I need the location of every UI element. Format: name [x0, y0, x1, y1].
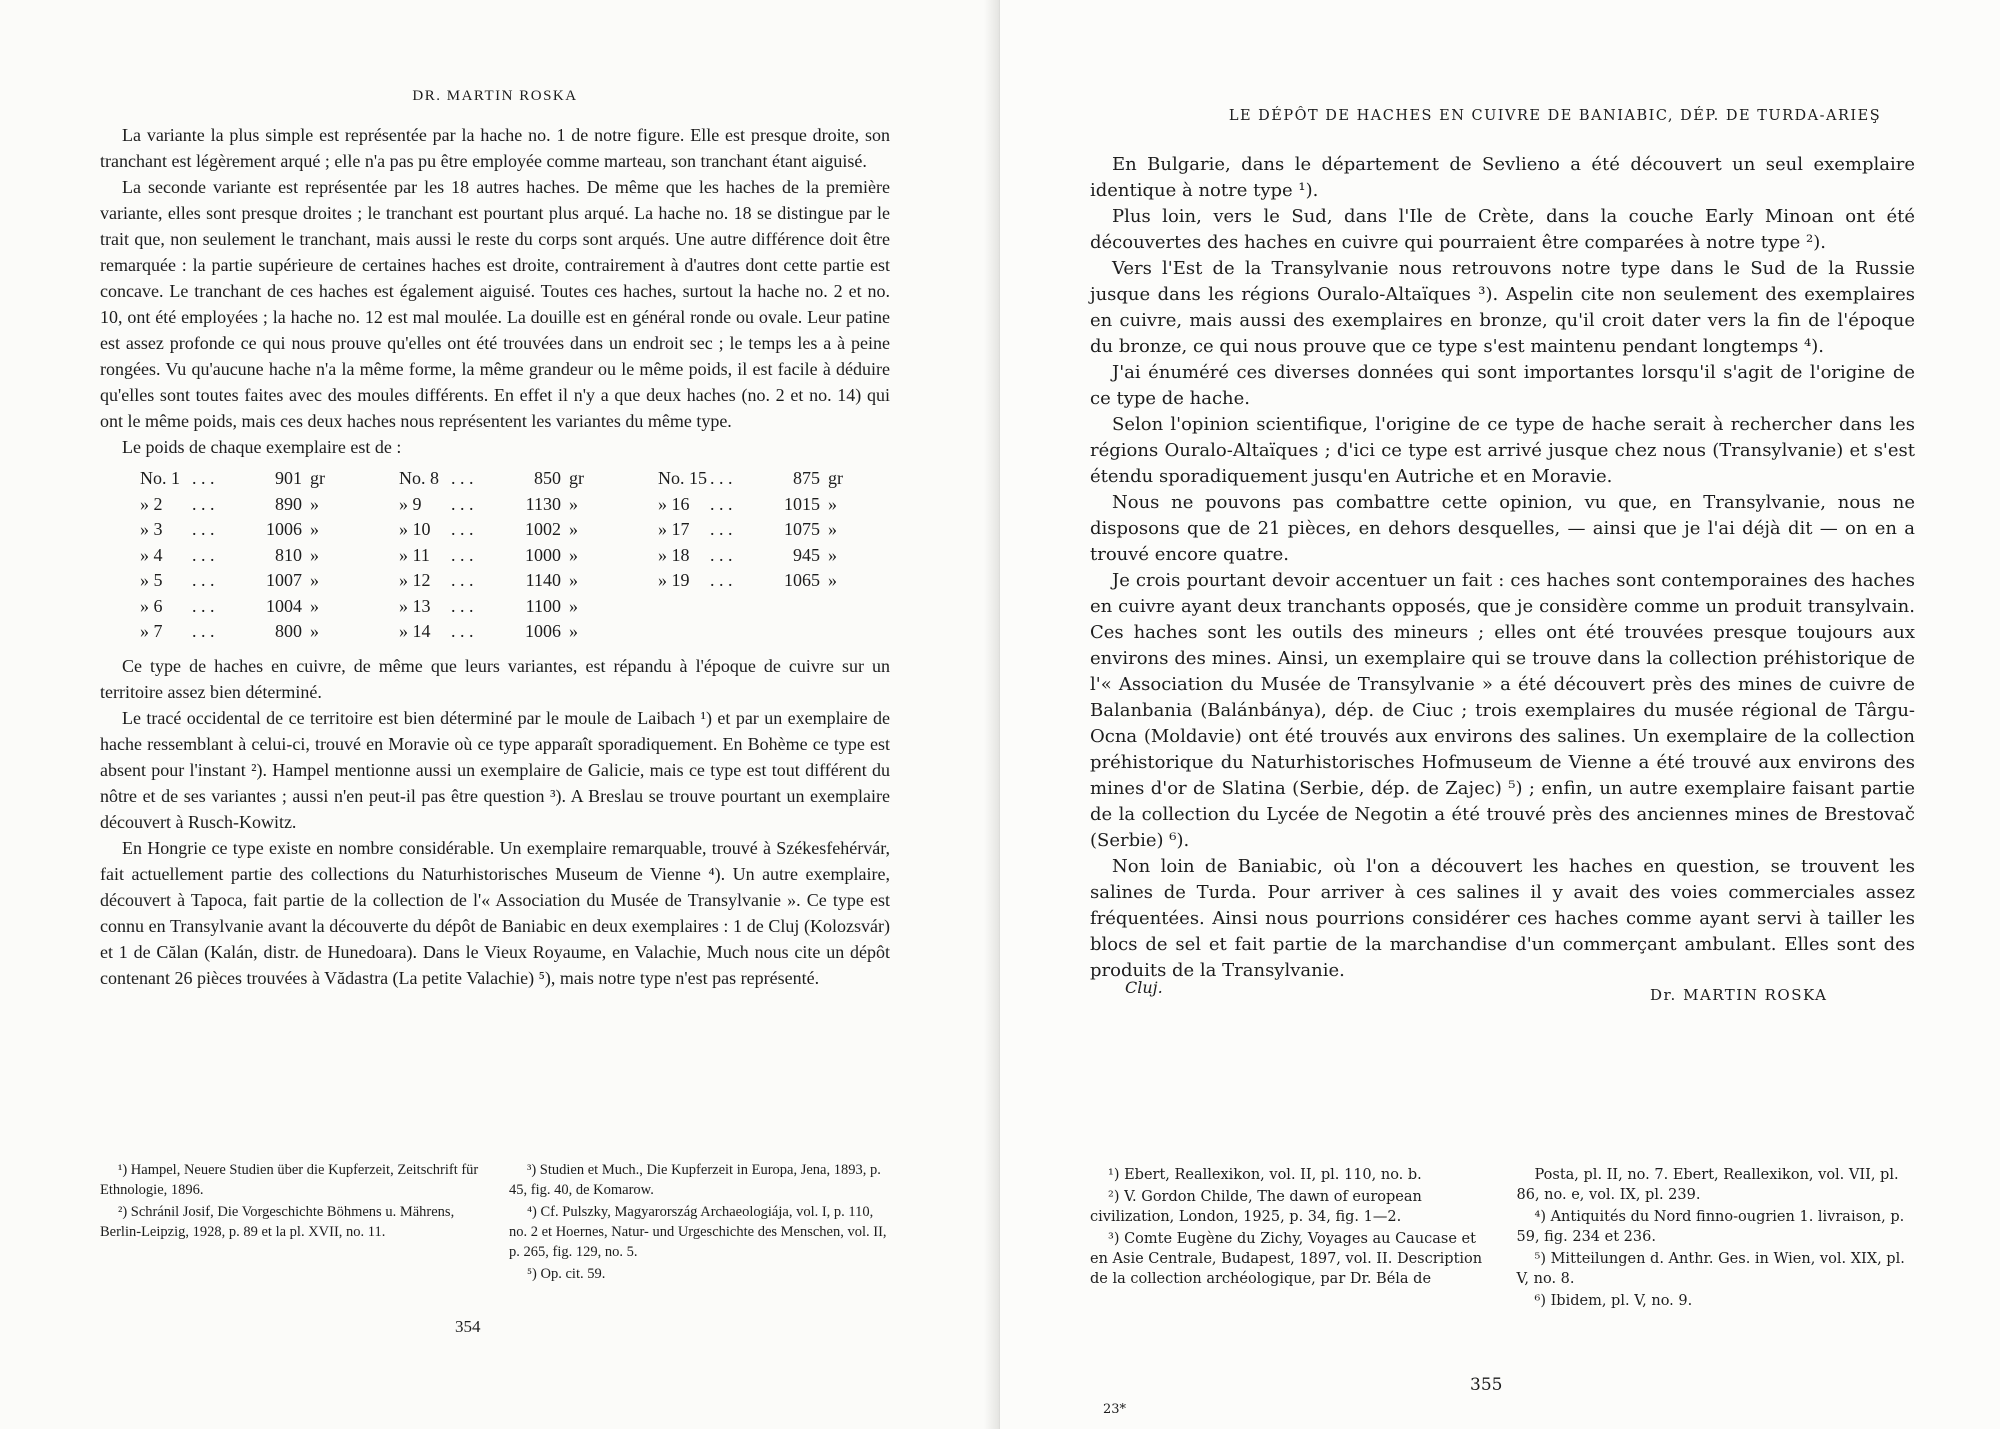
- left-page: [0, 0, 990, 1429]
- left-footnotes-col-2: [509, 1160, 890, 1286]
- right-paragraph-3: Vers l'Est de la Transylvanie nous retrouvons notre type dans le Sud de la Russie jusque dans les régions Ouralo-Altaïques ³). Aspelin cite non seulement des exemplaires en cuivre, mais aussi des exemplaires en bronze, qu'il croit dater vers la fin de l'époque du bronze, ce qui nous prouve que ce type s'est maintenu pendant longtemps ⁴).: [1090, 258, 1915, 357]
- weight-row: » 14 . . . 1006 »: [399, 621, 578, 641]
- right-body-text: [1090, 152, 1915, 984]
- weight-row: No. 8 . . . 850 gr: [399, 468, 584, 488]
- left-paragraph-4: Ce type de haches en cuivre, de même que leurs variantes, est répandu à l'époque de cuivre sur un territoire assez bien déterminé.: [100, 655, 890, 702]
- weight-row: No. 1 . . . 901 gr: [140, 468, 325, 488]
- right-paragraph-5: Selon l'opinion scientifique, l'origine de ce type de hache serait à rechercher dans les régions Ouralo-Altaïques ; d'ici ce type est arrivé jusque chez nous (Transylvanie) et s'est étendu sporadiquement jusqu'en Autriche et en Moravie.: [1090, 414, 1915, 487]
- weights-column-3: [658, 466, 862, 645]
- footnote: Posta, pl. II, no. 7. Ebert, Reallexikon, vol. VII, pl. 86, no. e, vol. IX, pl. 239.: [1516, 1167, 1899, 1203]
- weight-row: » 11 . . . 1000 »: [399, 544, 578, 565]
- weight-row: » 13 . . . 1100 »: [399, 595, 578, 616]
- footnote: ⁴) Antiquités du Nord finno-ougrien 1. livraison, p. 59, fig. 234 et 236.: [1516, 1209, 1905, 1245]
- left-paragraph-5: Le tracé occidental de ce territoire est bien déterminé par le moule de Laibach ¹) et par un exemplaire de hache ressemblant à celui-ci, trouvé en Moravie où ce type apparaît sporadiquement. En Bohème ce type est absent pour l'instant ²). Hampel mentionne aussi un exemplaire de Galicie, mais ce type est tout différent du nôtre et de ses variantes ; aussi n'en peut-il pas être question ³). A Breslau se trouve pourtant un exemplaire découvert à Rusch-Kowitz.: [100, 707, 890, 832]
- footnote: ²) V. Gordon Childe, The dawn of european civilization, London, 1925, p. 34, fig. 1—2.: [1090, 1189, 1422, 1225]
- left-paragraph-3: Le poids de chaque exemplaire est de :: [122, 437, 402, 457]
- weight-row: » 12 . . . 1140 »: [399, 570, 578, 590]
- left-paragraph-1: La variante la plus simple est représentée par la hache no. 1 de notre figure. Elle est presque droite, son tranchant est légèrement arqué ; elle n'a pas pu être employée comme marteau, son tranchant étant aiguisé.: [100, 125, 890, 171]
- weight-row: » 18 . . . 945 »: [658, 544, 837, 565]
- right-paragraph-7: Je crois pourtant devoir accentuer un fait : ces haches sont contemporaines des haches en cuivre ayant deux tranchants opposés, que je considère comme un produit transylvain. Ces haches sont les outils des mineurs ; elles ont été trouvées presque toujours aux environs des mines. Ainsi, un exemplaire qui se trouve dans la collection préhistorique de l'« Association du Musée de Transylvanie » a été découvert près des mines de cuivre de Balanbania (Balánbánya), dép. de Ciuc ; trois exemplaires du musée régional de Târgu-Ocna (Moldavie) ont été trouvés aux environs des salines. Un exemplaire de la collection préhistorique du Naturhistorisches Hofmuseum de Vienne a été trouvé aux environs des mines d'or de Slatina (Serbie, dép. de Zajec) ⁵) ; enfin, un autre exemplaire faisant partie de la collection du Lycée de Negotin a été trouvé près des anciennes mines de Brestovač (Serbie) ⁶).: [1090, 570, 1915, 851]
- weight-row: » 9 . . . 1130 »: [399, 493, 578, 514]
- weight-row: » 5 . . . 1007 »: [140, 570, 319, 590]
- footnote: ³) Studien et Much., Die Kupferzeit in Europa, Jena, 1893, p. 45, fig. 40, de Komarow.: [509, 1162, 881, 1198]
- footnote: ¹) Ebert, Reallexikon, vol. II, pl. 110, no. b.: [1108, 1167, 1422, 1183]
- weight-row: No. 15 . . . 875 gr: [658, 468, 843, 488]
- left-footnotes-col-1: [100, 1160, 481, 1286]
- left-footnotes: [100, 1160, 890, 1286]
- weights-table: [140, 466, 890, 645]
- left-running-head: DR. MARTIN ROSKA: [412, 88, 578, 104]
- weight-row: » 2 . . . 890 »: [140, 493, 319, 514]
- right-paragraph-6: Nous ne pouvons pas combattre cette opinion, vu que, en Transylvanie, nous ne disposons que de 21 pièces, en dehors desquelles, — ainsi que je l'ai déjà dit — on en a trouvé encore quatre.: [1090, 492, 1915, 565]
- weight-row: » 16 . . . 1015 »: [658, 493, 837, 514]
- right-paragraph-8: Non loin de Baniabic, où l'on a découvert les haches en question, se trouvent les salines de Turda. Pour arriver à ces salines il y avait des voies commerciales assez fréquentées. Ainsi nous pourrions considérer ces haches comme ayant servi à tailler les blocs de sel et fait partie de la marchandise d'un commerçant ambulant. Elles sont des produits de la Transylvanie.: [1090, 856, 1915, 981]
- weight-row: » 7 . . . 800 »: [140, 621, 319, 641]
- author-signature: Dr. MARTIN ROSKA: [1650, 986, 1828, 1004]
- weights-column-2: [399, 466, 603, 645]
- left-paragraph-2: La seconde variante est représentée par les 18 autres haches. De même que les haches de la première variante, elles sont presque droites ; le tranchant est pourtant plus arqué. La hache no. 18 se distingue par le trait que, non seulement le tranchant, mais aussi le reste du corps sont arqués. Une autre différence doit être remarquée : la partie supérieure de certaines haches est droite, contrairement à d'autres dont cette partie est concave. Le tranchant de ces haches est également aiguisé. Toutes ces haches, surtout la hache no. 2 et no. 10, ont été employées ; la hache no. 12 est mal moulée. La douille est en général ronde ou ovale. Leur patine est assez profonde ce qui nous prouve qu'elles ont été trouvées dans un endroit sec ; le temps les a à peine rongées. Vu qu'aucune hache n'a la même forme, la même grandeur ou le même poids, il est facile à déduire qu'elles sont toutes faites avec des moules différents. En effet il n'y a que deux haches (no. 2 et no. 14) qui ont le même poids, mais ces deux haches nous représentent les variantes du même type.: [100, 177, 890, 431]
- left-page-number: 354: [455, 1317, 481, 1336]
- footnote: ⁶) Ibidem, pl. V, no. 9.: [1534, 1293, 1693, 1309]
- footnote: ²) Schránil Josif, Die Vorgeschichte Böhmens u. Mährens, Berlin-Leipzig, 1928, p. 89 et la pl. XVII, no. 11.: [100, 1204, 455, 1240]
- footnote: ³) Comte Eugène du Zichy, Voyages au Caucase et en Asie Centrale, Budapest, 1897, vol. II. Description de la collection archéologique, par Dr. Béla de: [1090, 1231, 1483, 1287]
- weights-column-1: [140, 466, 344, 645]
- right-page-number: 355: [1470, 1375, 1503, 1395]
- right-paragraph-2: Plus loin, vers le Sud, dans l'Ile de Crète, dans la couche Early Minoan ont été découvertes des haches en cuivre qui pourraient être comparées à notre type ²).: [1090, 206, 1915, 253]
- weight-row: » 17 . . . 1075 »: [658, 519, 837, 539]
- left-paragraph-6: En Hongrie ce type existe en nombre considérable. Un exemplaire remarquable, trouvé à Székesfehérvár, fait actuellement partie des collections du Naturhistorisches Museum de Vienne ⁴). Un autre exemplaire, découvert à Tapoca, fait partie de la collection de l'« Association du Musée de Transylvanie ». Ce type est connu en Transylvanie avant la découverte du dépôt de Baniabic en deux exemplaires : 1 de Cluj (Kolozsvár) et 1 de Călan (Kalán, distr. de Hunedoara). Dans le Vieux Royaume, en Valachie, Much nous cite un dépôt contenant 26 pièces trouvées à Vădastra (La petite Valachie) ⁵), mais notre type n'est pas représenté.: [100, 837, 890, 988]
- right-footnotes-col-2: [1517, 1165, 1916, 1313]
- weight-row: » 4 . . . 810 »: [140, 544, 319, 565]
- weight-row: » 6 . . . 1004 »: [140, 595, 319, 616]
- footnote: ⁴) Cf. Pulszky, Magyarország Archaeologiája, vol. I, p. 110, no. 2 et Hoernes, Natur- und Urgeschichte des Menschen, vol. II, p. 265, fig. 129, no. 5.: [509, 1204, 887, 1260]
- weight-row: » 3 . . . 1006 »: [140, 519, 319, 539]
- right-paragraph-1: En Bulgarie, dans le département de Sevlieno a été découvert un seul exemplaire identique à notre type ¹).: [1090, 154, 1915, 201]
- weight-row: » 19 . . . 1065 »: [658, 570, 837, 590]
- left-body-text: [100, 122, 890, 991]
- signature-mark: 23*: [1103, 1402, 1127, 1417]
- right-running-head: LE DÉPÔT DE HACHES EN CUIVRE DE BANIABIC, DÉP. DE TURDA-ARIEŞ: [1228, 108, 1882, 124]
- footnote: ⁵) Op. cit. 59.: [527, 1266, 606, 1282]
- place-of-writing: Cluj.: [1125, 978, 1163, 997]
- right-footnotes-col-1: [1090, 1165, 1489, 1313]
- right-footnotes: [1090, 1165, 1915, 1313]
- right-paragraph-4: J'ai énuméré ces diverses données qui sont importantes lorsqu'il s'agit de l'origine de ce type de hache.: [1090, 362, 1915, 409]
- footnote: ⁵) Mitteilungen d. Anthr. Ges. in Wien, vol. XIX, pl. V, no. 8.: [1516, 1251, 1905, 1287]
- footnote: ¹) Hampel, Neuere Studien über die Kupferzeit, Zeitschrift für Ethnologie, 1896.: [100, 1162, 479, 1198]
- weight-row: » 10 . . . 1002 »: [399, 519, 578, 539]
